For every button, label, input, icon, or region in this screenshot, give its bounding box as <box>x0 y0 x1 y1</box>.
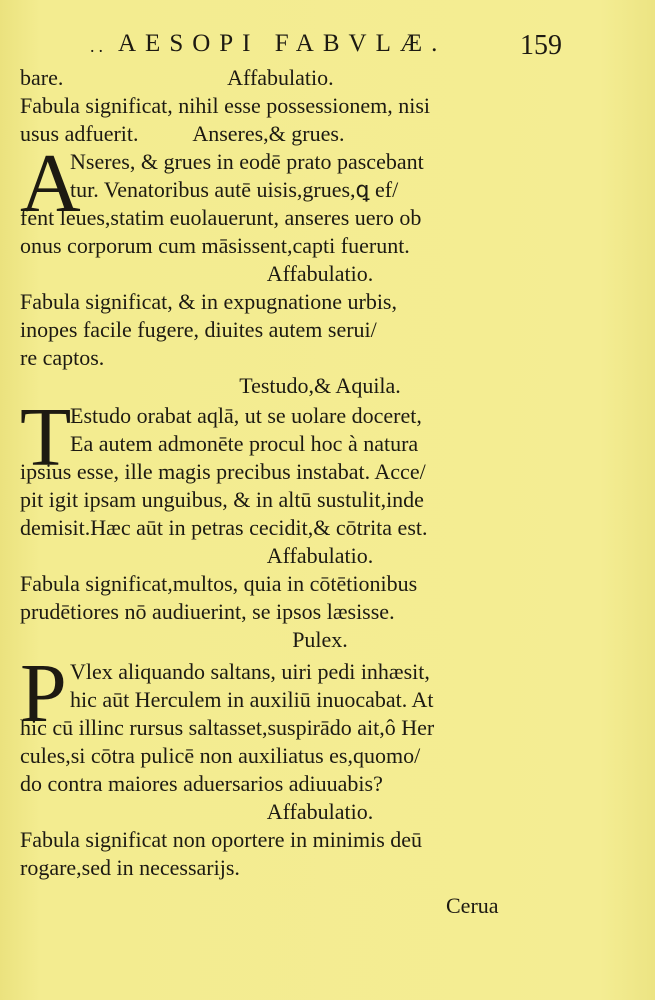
text-line: do contra maiores aduersarios adiuuabis? <box>20 771 383 796</box>
catchword: Cerua <box>446 893 499 918</box>
text-line: Fabula significat,multos, quia in cōtētionibus <box>20 571 418 596</box>
text-line: tur. Venatoribus autē uisis,grues,ꝗ ef/ <box>70 177 399 202</box>
running-head <box>0 26 655 66</box>
text-line: inopes facile fugere, diuites autem serui/ <box>20 317 377 342</box>
fable-title: Testudo,& Aquila. <box>239 373 401 398</box>
drop-cap-t: T <box>20 391 72 484</box>
text-line: fent leues,statim euolauerunt, anseres uero ob <box>20 205 422 230</box>
drop-cap-a: A <box>20 137 81 230</box>
text-line: bare. Affabulatio. <box>20 65 334 90</box>
text-line: Nseres, & grues in eodē prato pascebant <box>70 149 424 174</box>
text-line: prudētiores nō audiuerint, se ipsos læsisse. <box>20 599 395 624</box>
text-line: rogare,sed in necessarijs. <box>20 855 240 880</box>
text-line: hic aūt Herculem in auxiliū inuocabat. At <box>70 687 434 712</box>
text-line: Fabula significat, & in expugnatione urbis, <box>20 289 397 314</box>
text-line: Ea autem admonēte procul hoc à natura <box>70 431 419 456</box>
header-dots: .. <box>90 36 107 56</box>
drop-cap-p: P <box>20 647 67 740</box>
text-line: cules,si cōtra pulicē non auxiliatus es,quomo/ <box>20 743 421 768</box>
section-heading: Affabulatio. <box>266 261 374 286</box>
text-line: hic cū illinc rursus saltasset,suspirādo ait,ô Her <box>20 715 435 740</box>
text-line: usus adfuerit. Anseres,& grues. <box>20 121 345 146</box>
text-line: ipsius esse, ille magis precibus instabat. Acce/ <box>20 459 426 484</box>
text-line: demisit.Hæc aūt in petras cecidit,& cōtrita est. <box>20 515 428 540</box>
text-line: Fabula significat, nihil esse possessionem, nisi <box>20 93 431 118</box>
text-line: onus corporum cum māsissent,capti fuerunt. <box>20 233 410 258</box>
section-heading: Affabulatio. <box>266 543 374 568</box>
text-line: pit igit ipsam unguibus, & in altū sustulit,inde <box>20 487 424 512</box>
running-title: AESOPI FABVLÆ. <box>118 30 447 57</box>
fable-title: Pulex. <box>292 627 348 652</box>
text-line: Fabula significat non oportere in minimis deū <box>20 827 423 852</box>
section-heading: Affabulatio. <box>266 799 374 824</box>
text-line: re captos. <box>20 345 105 370</box>
page-number: 159 <box>520 30 562 61</box>
text-line: Estudo orabat aqlā, ut se uolare doceret, <box>70 403 422 428</box>
text-line: Vlex aliquando saltans, uiri pedi inhæsit, <box>70 659 430 684</box>
